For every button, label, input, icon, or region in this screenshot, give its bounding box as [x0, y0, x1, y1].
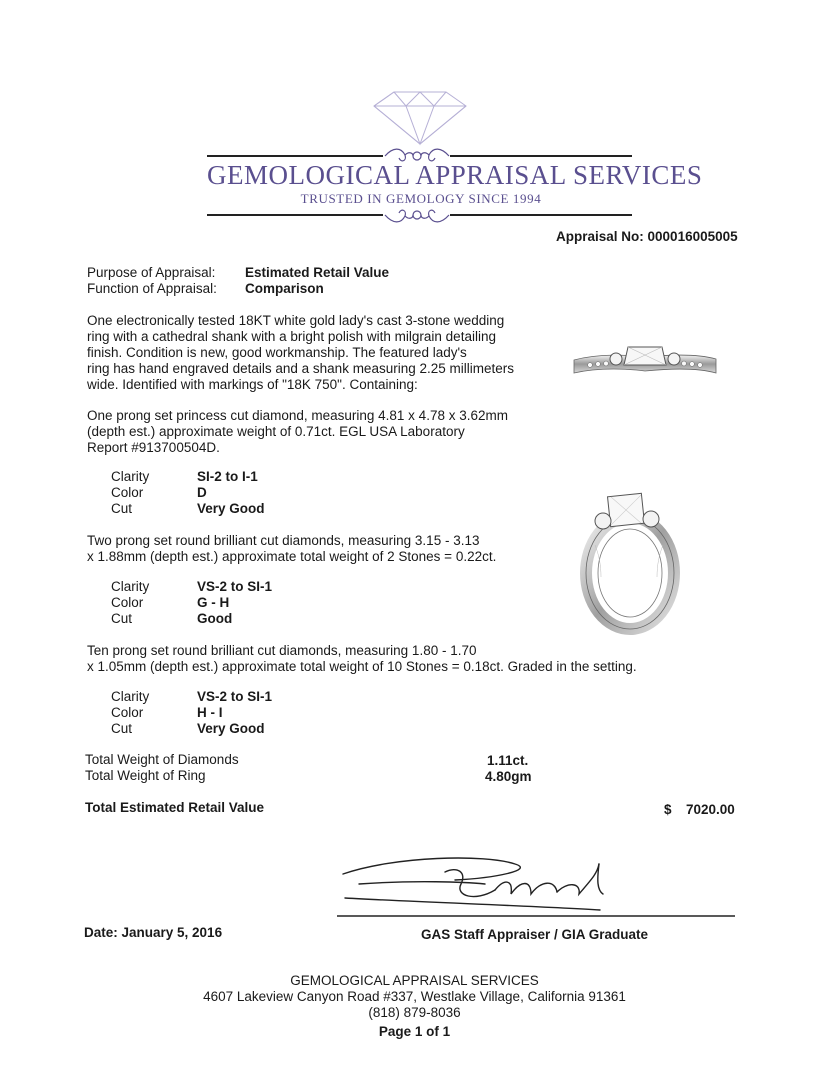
description-line: One electronically tested 18KT white gold lady's cast 3-stone wedding [87, 313, 505, 328]
clarity-value: VS-2 to SI-1 [197, 579, 273, 594]
color-label: Color [111, 705, 144, 720]
cut-label: Cut [111, 501, 133, 516]
company-name: GEMOLOGICAL APPRAISAL SERVICES [207, 160, 703, 190]
ring-description [87, 313, 514, 393]
retail-value-label: Total Estimated Retail Value [85, 800, 265, 815]
total-ring-label: Total Weight of Ring [85, 768, 206, 783]
color-value: H - I [197, 705, 223, 720]
description-line: ring has hand engraved details and a shank measuring 2.25 millimeters [87, 361, 514, 376]
appraisal-number [556, 229, 738, 244]
flourish-bottom-icon [383, 204, 451, 226]
description-line: ring with a cathedral shank with a bright polish with milgrain detailing [87, 329, 496, 344]
clarity-label: Clarity [111, 469, 150, 484]
description-line: finish. Condition is new, good workmanship. The featured lady's [87, 345, 467, 360]
appraisal-label: Appraisal No: [556, 229, 644, 244]
total-diamonds-value: 1.11ct. [487, 753, 529, 768]
stone-line: Ten prong set round brilliant cut diamonds, measuring 1.80 - 1.70 [87, 643, 477, 658]
side-stones-description [87, 533, 496, 565]
ring-angled-photo [575, 485, 690, 635]
cut-value: Good [197, 611, 233, 626]
retail-value: 7020.00 [686, 802, 735, 817]
cut-label: Cut [111, 611, 133, 626]
ring-side-photo [570, 335, 720, 390]
color-value: D [197, 485, 207, 500]
page-number: Page 1 of 1 [378, 1024, 451, 1039]
purpose-value: Estimated Retail Value [245, 265, 390, 280]
stone-line: Two prong set round brilliant cut diamonds, measuring 3.15 - 3.13 [87, 533, 480, 548]
stone-line: (depth est.) approximate weight of 0.71ct. EGL USA Laboratory [87, 424, 465, 439]
currency-symbol: $ [664, 802, 672, 817]
appraiser-title: GAS Staff Appraiser / GIA Graduate [421, 927, 649, 942]
footer-phone: (818) 879-8036 [368, 1005, 461, 1020]
diamond-logo-icon [372, 88, 468, 146]
cut-value: Very Good [197, 721, 265, 736]
color-label: Color [111, 485, 144, 500]
cut-value: Very Good [197, 501, 265, 516]
accent-stones-description [87, 643, 637, 675]
total-ring-value: 4.80gm [485, 769, 532, 784]
stone-line: Report #913700504D. [87, 440, 220, 455]
clarity-label: Clarity [111, 579, 150, 594]
function-label: Function of Appraisal: [87, 281, 217, 296]
tagline: TRUSTED IN GEMOLOGY SINCE 1994 [300, 191, 542, 206]
description-line: wide. Identified with markings of "18K 750". Containing: [87, 377, 418, 392]
stone-line: x 1.05mm (depth est.) approximate total weight of 10 Stones = 0.18ct. Graded in the setting. [87, 659, 637, 674]
footer-address: 4607 Lakeview Canyon Road #337, Westlake Village, California 91361 [203, 989, 626, 1004]
stone-line: x 1.88mm (depth est.) approximate total weight of 2 Stones = 0.22ct. [87, 549, 497, 564]
color-value: G - H [197, 595, 230, 610]
appraiser-signature [335, 850, 740, 922]
stone-line: One prong set princess cut diamond, measuring 4.81 x 4.78 x 3.62mm [87, 408, 508, 423]
center-stone-description [87, 408, 508, 456]
appraisal-date: Date: January 5, 2016 [84, 925, 223, 940]
cut-label: Cut [111, 721, 133, 736]
clarity-value: SI-2 to I-1 [197, 469, 258, 484]
appraisal-value: 000016005005 [647, 229, 738, 244]
footer-company: GEMOLOGICAL APPRAISAL SERVICES [290, 973, 539, 988]
total-diamonds-label: Total Weight of Diamonds [85, 752, 239, 767]
clarity-value: VS-2 to SI-1 [197, 689, 273, 704]
clarity-label: Clarity [111, 689, 150, 704]
purpose-label: Purpose of Appraisal: [87, 265, 216, 280]
color-label: Color [111, 595, 144, 610]
function-value: Comparison [245, 281, 324, 296]
